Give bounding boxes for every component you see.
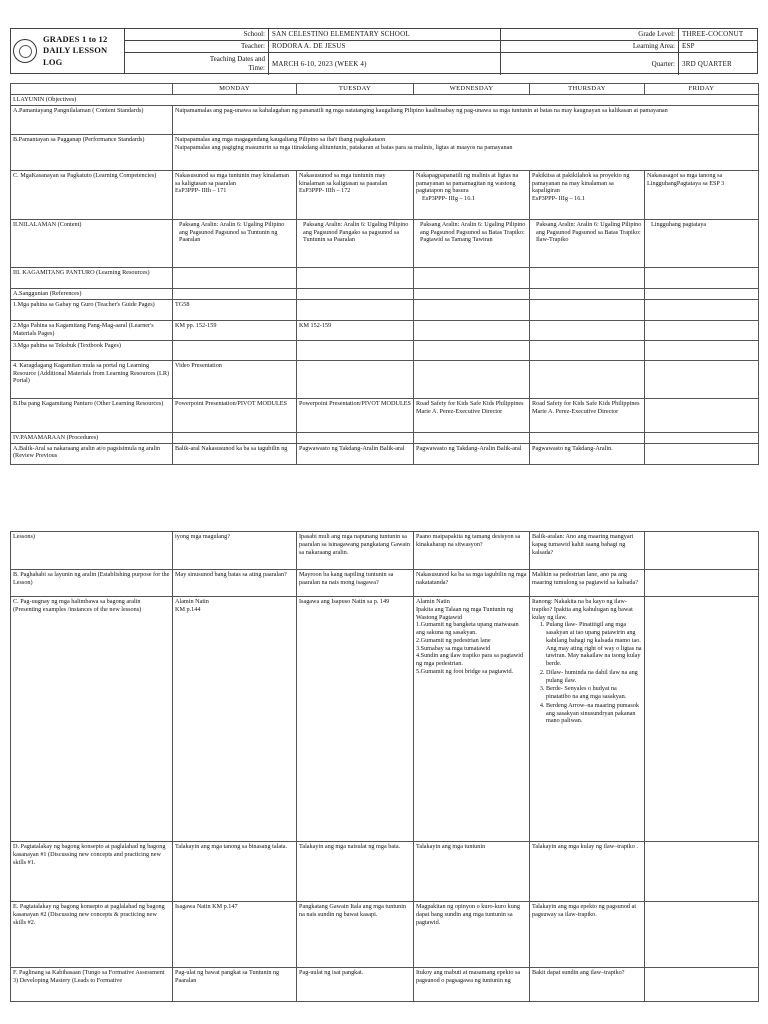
balik-aral-monday: Balik-aral Nakasusunod ka ba sa tagubilin ng [173, 443, 297, 464]
iba-kagamitan-thursday: Road Safety for Kids Safe Kids Philippines Marie A. Perez-Executive Director [530, 398, 645, 432]
pag-uugnay-wednesday-head: Alamin Natin [416, 598, 450, 605]
competency-monday-text: Nakasusunod sa mga tuntunin may kinalaman sa kaligtasan sa paaralan [175, 171, 289, 187]
learning-area-value: ESP [679, 41, 757, 53]
paglinang-tuesday: Pag-uulat ng isat pangkat. [297, 968, 414, 1002]
competency-monday-code: EsP3PPP- IIIh – 171 [175, 187, 227, 195]
competency-wednesday-code: EsP3PPP- IIIg – 16.1 [422, 195, 475, 203]
paghahabi-thursday: Malikin sa pedestrian lane, ano pa ang maaring tumulong sa pagtawid sa kalsada? [530, 570, 645, 597]
lesson-log-page-1 [10, 28, 758, 465]
paglinang-label: F. Paglinang sa Kabihasaan (Tungo sa Formative Assessment 3) Developing Mastery (Leads to Formative [11, 968, 173, 1002]
sanggunian-label: A.Sanggunian (References) [11, 288, 173, 299]
list-item: 5.Gumamit ng foot bridge sa pagtawid. [416, 667, 514, 675]
iba-kagamitan-row [11, 398, 759, 432]
paghahabi-tuesday: Mayroon ba kang napiling tuntunin sa paaralan na nais mong isagawa? [297, 570, 414, 597]
content-standards-value: Naipamamalas ang pag-unawa sa kahalagahan ng pananatili ng mga natatanging kaugaliang Pilipino kaalinsabay ng pag-unawa sa mga tuntunin at batas na may kaugnayan sa kalikasan at pamayanan [173, 105, 759, 134]
competency-tuesday-text: Nakasusunod sa mga tuntunin may kinalaman sa kaligtasan sa paaralan [299, 171, 388, 187]
performance-standards-value [173, 134, 759, 170]
pagtatalakay-1-tuesday: Talakayin ang mga naisulat ng mga bata. [297, 842, 414, 902]
nilalaman-thursday: Paksang Aralin: Aralin 6: Ugaling Pilipino ang Pagsunod Pagsunod sa Batas Trapiko: Ilaw-Trapiko [530, 219, 645, 267]
competency-monday [173, 170, 297, 219]
teaching-dates-label-2: Time: [248, 64, 265, 72]
iba-kagamitan-monday: Powerpoint Presentation/PIVOT MODULES [173, 398, 297, 432]
list-item: 3. Berde- Senyales o hudyat na pinatatibo na ang mga sasakyan. [546, 685, 642, 701]
pagtatalakay-2-label: E. Pagtatalakay ng bagong konsepto at paglalahad ng bagong kasanayan #2 (Discussing new concepts & practicing new skills #2. [11, 902, 173, 968]
karagdagan-monday: Video Presentation [173, 360, 297, 398]
performance-standards-label: B.Pamantayan sa Pagganap (Performance Standards) [11, 134, 173, 170]
paglinang-thursday: Bakit dapat sundin ang ilaw–trapiko? [530, 968, 645, 1002]
section-layunin-row [11, 95, 759, 106]
content-standards-label: A.Pamantayang Pangnilalaman ( Content Standards) [11, 105, 173, 134]
karagdagan-row [11, 360, 759, 398]
paghahabi-row [11, 570, 759, 597]
competency-tuesday [297, 170, 414, 219]
lesson-log-header [10, 28, 758, 74]
mag-aaral-row [11, 320, 759, 340]
competency-wednesday-text: Nakapagpapanatili ng malinis at ligtas na pamayanan sa pamamagitan ng wastong pagtatapon ng basura [416, 171, 519, 195]
pagtatalakay-1-wednesday: Talakayin ang mga tuntunin [414, 842, 530, 902]
content-standards-row [11, 105, 759, 134]
competency-friday: Nakasasagot sa mga tanong sa LingguhangPagtataya sa ESP 3 [645, 170, 759, 219]
nilalaman-tuesday: Paksang Aralin: Aralin 6: Ugaling Pilipino ang Pagsunod Pangako sa pagsunod sa Tuntunin sa Paaralan [297, 219, 414, 267]
grade-level-value: THREE-COCONUT [679, 29, 757, 41]
list-item: 2.Gumamit ng pedestrian lane [416, 636, 491, 644]
day-thursday: THURSDAY [530, 84, 645, 95]
pagtatalakay-1-monday: Talakayin ang mga tanong sa binasang talata. [173, 842, 297, 902]
pag-uugnay-monday [173, 597, 297, 842]
day-wednesday: WEDNESDAY [414, 84, 530, 95]
teaching-dates-value: MARCH 6-10, 2023 (WEEK 4) [269, 53, 501, 75]
list-item: 4. Berdeng Arrow–na maaring pumasok ang sasakyan sinusundryan pakanan mano paliwan. [546, 702, 642, 725]
competency-tuesday-code: EsP3PPP- IIIh – 172 [299, 187, 351, 195]
nilalaman-wednesday: Paksang Aralin: Aralin 6: Ugaling Pilipino ang Pagsunod Pagsunod sa Batas Trapiko: Pagtawid sa Tamang Tawiran [414, 219, 530, 267]
teaching-dates-label [125, 53, 269, 75]
gabay-guro-monday: TG58 [173, 299, 297, 320]
kagamitan-row [11, 267, 759, 288]
list-item: 1. Pulang ilaw- Pinatitigil ang mga sasakyan at tao upang patawirin ang kabilang bahagi ng kalsada mamo tao. Ang may ating right of way o ligtas na tawiran. May nakailaw na tsong kulay berde. [546, 621, 642, 668]
performance-standards-row [11, 134, 759, 170]
header-logo-block [10, 28, 124, 74]
pagtatalakay-2-wednesday: Magpakitan ng opinyon o kuro-kuro kung dapat bang sundin ang mga tuntunin sa pagtawid. [414, 902, 530, 968]
pagtatalakay-1-thursday: Talakayin ang mga kulay ng ilaw–trapiko . [530, 842, 645, 902]
day-monday: MONDAY [173, 84, 297, 95]
competencies-label: C. MgaKasanayan sa Pagkatuto (Learning Competencies) [11, 170, 173, 219]
pagtatalakay-2-row [11, 902, 759, 968]
day-header-row [11, 84, 759, 95]
balik-aral-row [11, 443, 759, 464]
gabay-guro-row [11, 299, 759, 320]
lessons-monday: iyong mga magulang? [173, 532, 297, 570]
quarter-label: Quarter: [501, 53, 679, 75]
pag-uugnay-label: C. Pag-uugnay ng mga halimbawa sa bagong aralin (Presenting examples /instances of the new lessons) [11, 597, 173, 842]
teksbuk-label: 3.Mga pahina sa Teksbuk (Textbook Pages) [11, 340, 173, 360]
grade-level-label: Grade Level: [501, 29, 679, 41]
pagtatalakay-2-tuesday: Pangkatang Gawain Itala ang mga tuntunin na nais sundin ng bawat kasapi. [297, 902, 414, 968]
header-title-line2: DAILY LESSON LOG [43, 45, 108, 67]
balik-aral-wednesday: Pagwawasto ng Takdang-Aralin Balik-aral [414, 443, 530, 464]
school-label: School: [125, 29, 269, 41]
list-item: 1.Gumamit ng bangketa upang maiwasan ang sakuna ng sasakyan. [416, 621, 519, 636]
karagdagan-label: 4. Karagdagang Kagamitan mula sa portal ng Learning Resource (Additional Materials from Learning Resources (LR) Portal) [11, 360, 173, 398]
lesson-log-table-1 [10, 83, 759, 465]
deped-seal-icon [13, 39, 37, 63]
kagamitan-label: III. KAGAMITANG PANTURO (Learning Resources) [11, 267, 173, 288]
pamamaraan-label: IV.PAMAMARAAN (Procedures) [11, 432, 173, 443]
pag-uugnay-wednesday [414, 597, 530, 842]
sanggunian-row [11, 288, 759, 299]
competency-thursday-text: Pakikiisa at pakikilahok sa proyekto ng pamayanan na may kinalaman sa kapaligiran [532, 171, 630, 195]
paglinang-row [11, 968, 759, 1002]
paghahabi-monday: May sinusunod bang batas sa ating paaralan? [173, 570, 297, 597]
teksbuk-row [11, 340, 759, 360]
gabay-guro-label: 1.Mga pahina sa Gabay ng Guro (Teacher's Guide Pages) [11, 299, 173, 320]
mag-aaral-monday: KM pp. 152-159 [173, 320, 297, 340]
lessons-label: Lessons) [11, 532, 173, 570]
competency-wednesday [414, 170, 530, 219]
pag-uugnay-monday-2: KM p.144 [175, 605, 201, 613]
lesson-log-table-2 [10, 531, 759, 1002]
balik-aral-label: A.Balik-Aral sa nakaraang aralin at/o pagsisimula ng aralin (Review Previous [11, 443, 173, 464]
iba-kagamitan-tuesday: Powerpoint Presentation/PIVOT MODULES [297, 398, 414, 432]
pag-uugnay-row [11, 597, 759, 842]
teacher-value: RODORA A. DE JESUS [269, 41, 501, 53]
list-item: 4.Sundin ang ilaw trapiko para sa pagtawid ng mga pedestrian. [416, 652, 524, 667]
nilalaman-monday: Paksang Aralin: Aralin 6: Ugaling Pilipino ang Pagsunod Pagsunod sa Tuntunin ng Paaralan [173, 219, 297, 267]
pagtatalakay-2-monday: Isagawa Natin KM p.147 [173, 902, 297, 968]
performance-standards-line-1: Naipapamalas ang mga magagandang kaugaliang Pilipino sa iba't ibang pagkakataon [175, 135, 386, 143]
list-item: 3.Sumabay sa mga tumatawid [416, 644, 491, 652]
learning-area-label: Learning Area: [501, 41, 679, 53]
section-layunin: I.LAYUNIN (Objectives) [11, 95, 759, 106]
paghahabi-wednesday: Nakasusunod ka ba sa mga tagubilin ng mga nakatatanda? [414, 570, 530, 597]
header-info-grid [124, 28, 758, 74]
competency-thursday-code: EsP3PPP- IIIg – 16.1 [532, 195, 585, 203]
lessons-tuesday: Ipasabi muli ang mga napunang tuntunin sa paaralan sa isinagawang pangkatang Gawain sa nakaraang aralin. [297, 532, 414, 570]
competencies-row [11, 170, 759, 219]
pagtatalakay-1-row [11, 842, 759, 902]
traffic-light-list [532, 621, 642, 725]
header-title-line1: GRADES 1 to 12 [43, 34, 108, 45]
list-item: 2. Dilaw- huminda na dahil ilaw na ang pulang ilaw. [546, 669, 642, 685]
pag-uugnay-tuesday: Isagawa ang Isapuso Natin sa p. 149 [297, 597, 414, 842]
iba-kagamitan-label: B.Iba pang Kagamitang Panturo (Other Learning Resources) [11, 398, 173, 432]
paghahabi-label: B. Paghahabi sa layunin ng aralin (Establishing purpose for the Lesson) [11, 570, 173, 597]
paglinang-wednesday: Itukoy ang mabuti at masamang epekto sa pagsunod o pagsagawa ng tuntunin ng [414, 968, 530, 1002]
pagtatalakay-1-label: D. Pagtatalakay ng bagong konsepto at paglalahad ng bagong kasanayan #1 (Discussing new concepts and practicing new skills #1. [11, 842, 173, 902]
pag-uugnay-wednesday-intro: Ipakita ang Talaan ng mga Tuntunin ng Wastong Pagtawid [416, 605, 514, 621]
day-tuesday: TUESDAY [297, 84, 414, 95]
nilalaman-label: II.NILALAMAN (Content) [11, 219, 173, 267]
balik-aral-thursday: Pagwawasto ng Takdang-Aralin. [530, 443, 645, 464]
teacher-label: Teacher: [125, 41, 269, 53]
lessons-wednesday: Paano maipapakita ng tamang desisyon sa kinakaharap na sitwasyon? [414, 532, 530, 570]
iba-kagamitan-wednesday: Road Safety for Kids Safe Kids Philippines Marie A. Perez-Executive Director [414, 398, 530, 432]
school-value: SAN CELESTINO ELEMENTARY SCHOOL [269, 29, 501, 41]
nilalaman-friday: Lingguhang pagtataya [645, 219, 759, 267]
day-header-blank [11, 84, 173, 95]
competency-thursday [530, 170, 645, 219]
pag-uugnay-monday-1: Alamin Natin [175, 598, 209, 605]
performance-standards-line-2: Naipapamalas ang pagiging masunurin sa mga itinakdang alituntunin, patakaran at batas para sa malinis, ligtas at maayos na pamayanan [175, 143, 513, 151]
balik-aral-tuesday: Pagwawasto ng Takdang-Aralin Balik-aral [297, 443, 414, 464]
quarter-value: 3RD QUARTER [682, 59, 732, 68]
teaching-dates-label-1: Teaching Dates and [209, 55, 265, 64]
day-friday: FRIDAY [645, 84, 759, 95]
mag-aaral-tuesday: KM 152-159 [297, 320, 414, 340]
nilalaman-row [11, 219, 759, 267]
lesson-log-page-2 [10, 531, 758, 1002]
pag-uugnay-thursday-intro: Itanong: Nakakita na ba kayo ng ilaw-trapiko? Ipakita ang kahulugan ng bawat kulay ng ilaw. [532, 598, 633, 621]
mag-aaral-label: 2.Mga Pahina sa Kagamitang Pang-Mag-aaral (Learner's Materials Pages) [11, 320, 173, 340]
pagtatalakay-2-thursday: Talakayin ang mga epekto ng pagsunod at pagsuway sa ilaw-trapiko. [530, 902, 645, 968]
lessons-row [11, 532, 759, 570]
pag-uugnay-thursday [530, 597, 645, 842]
paglinang-monday: Pag-ulat ng bawat pangkat sa Tuntunin ng Paaralan [173, 968, 297, 1002]
header-title [43, 34, 124, 67]
lessons-thursday: Balik-aralan: Ano ang maaring mangyari kapag tumawid kahit saang bahagi ng kalsada? [530, 532, 645, 570]
pamamaraan-row [11, 432, 759, 443]
